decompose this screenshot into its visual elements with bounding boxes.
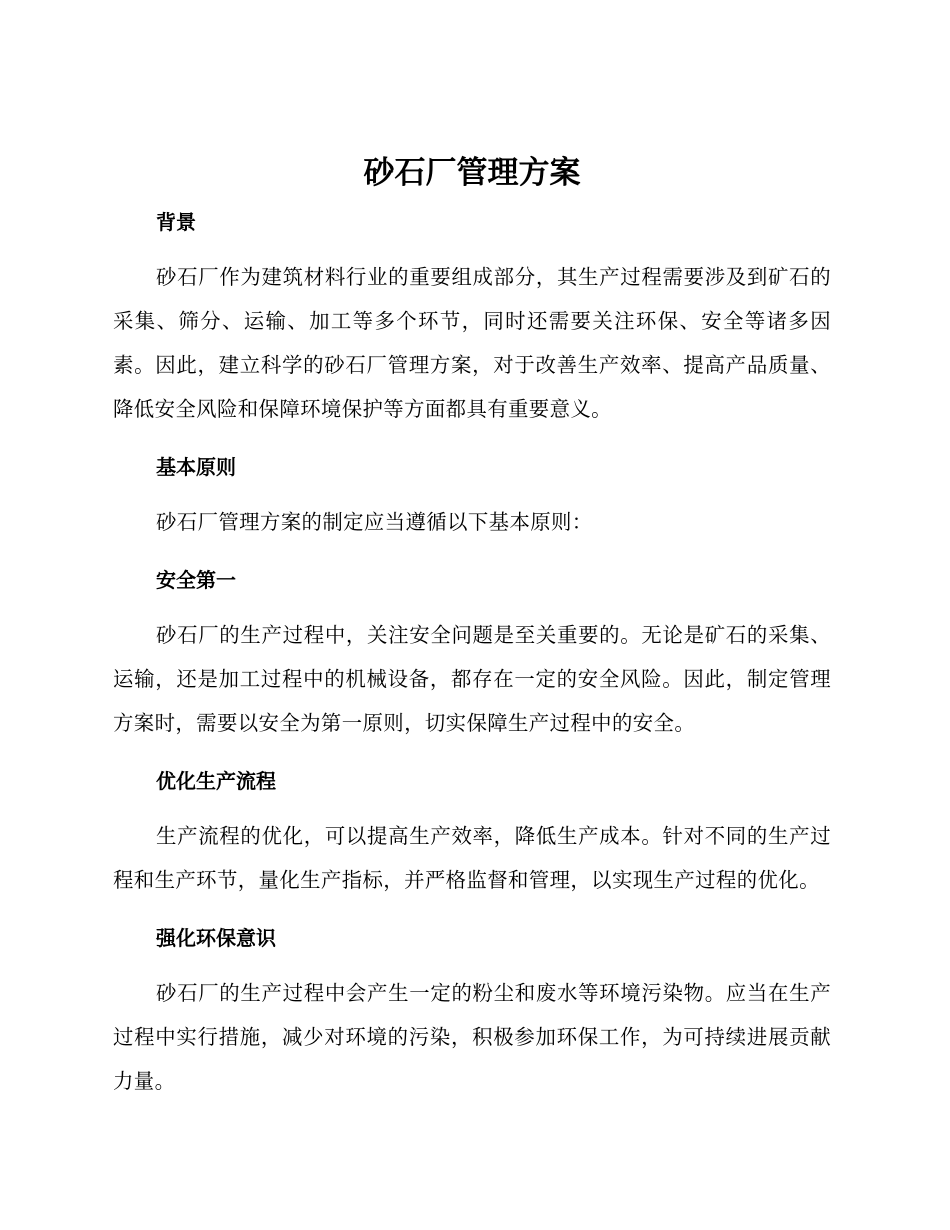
- section-paragraph-safety-first: 砂石厂的生产过程中，关注安全问题是至关重要的。无论是矿石的采集、运输，还是加工过程中的机械设备，都存在一定的安全风险。因此，制定管理方案时，需要以安全为第一原则，切实保障生产过程中的安全。: [113, 623, 831, 735]
- section-heading-optimize-production: 优化生产流程: [156, 769, 276, 793]
- section-paragraph-optimize-production: 生产流程的优化，可以提高生产效率，降低生产成本。针对不同的生产过程和生产环节，量化生产指标，并严格监督和管理，以实现生产过程的优化。: [113, 824, 831, 892]
- document-body: [113, 150, 831, 1103]
- section-heading-safety-first: 安全第一: [156, 568, 236, 592]
- section-paragraph-basic-principles: 砂石厂管理方案的制定应当遵循以下基本原则：: [156, 510, 593, 534]
- section-heading-environmental-awareness: 强化环保意识: [156, 926, 276, 950]
- section-heading-basic-principles: 基本原则: [156, 455, 236, 479]
- section-heading-background: 背景: [156, 210, 196, 234]
- section-paragraph-environmental-awareness: 砂石厂的生产过程中会产生一定的粉尘和废水等环境污染物。应当在生产过程中实行措施，减少对环境的污染，积极参加环保工作，为可持续进展贡献力量。: [113, 981, 831, 1093]
- section-paragraph-background: 砂石厂作为建筑材料行业的重要组成部分，其生产过程需要涉及到矿石的采集、筛分、运输、加工等多个环节，同时还需要关注环保、安全等诸多因素。因此，建立科学的砂石厂管理方案，对于改善生产效率、提高产品质量、降低安全风险和保障环境保护等方面都具有重要意义。: [113, 265, 831, 421]
- document-title: 砂石厂管理方案: [363, 155, 581, 191]
